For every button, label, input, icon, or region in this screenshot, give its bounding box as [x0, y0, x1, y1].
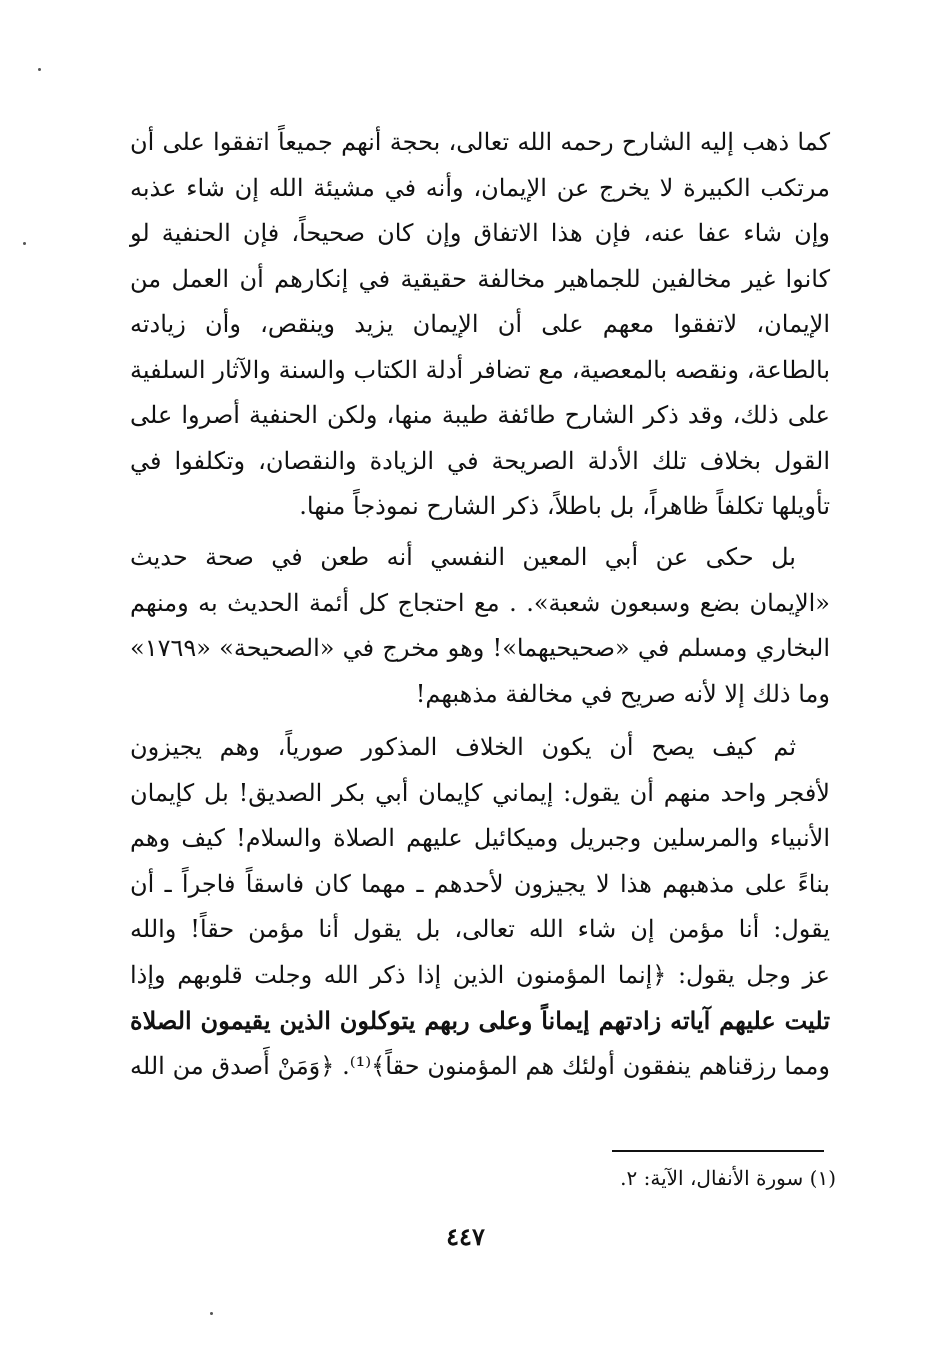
quran-verse-line: تليت عليهم آياته زادتهم إيماناً وعلى ربهم يتوكلون الذين يقيمون الصلاة: [130, 1006, 830, 1035]
footnote: (١) سورة الأنفال، الآية: ٢.: [620, 1166, 836, 1190]
text-line: على ذلك، وقد ذكر الشارح طائفة طيبة منها، ولكن الحنفية أصروا على: [130, 401, 830, 429]
text-line: القول بخلاف تلك الأدلة الصريحة في الزيادة والنقصان، وتكلفوا في: [130, 446, 830, 475]
paragraph-2: [130, 535, 830, 717]
text-line: ومما رزقناهم ينفقون أولئك هم المؤمنون حقاً﴾⁽¹⁾. ﴿وَمَنْ أَصدق من الله: [130, 1051, 831, 1080]
footnote-divider: [612, 1150, 824, 1152]
text-line: تأويلها تكلفاً ظاهراً، بل باطلاً، ذكر الشارح نموذجاً منها.: [299, 492, 830, 520]
paragraph-3: [130, 725, 830, 1089]
text-line: البخاري ومسلم في «صحيحيهما»! وهو مخرج في «الصحيحة» «١٧٦٩»: [130, 634, 830, 662]
text-line: كانوا غير مخالفين للجماهير مخالفة حقيقية في إنكارهم أن العمل من: [130, 264, 830, 293]
text-line: ثم كيف يصح أن يكون الخلاف المذكور صورياً، وهم يجيزون: [130, 733, 796, 761]
scan-speck: [23, 242, 26, 245]
scan-speck: [210, 1312, 213, 1315]
text-line: بناءً على مذهبهم هذا لا يجيزون لأحدهم ـ مهما كان فاسقاً فاجراً ـ أن: [130, 869, 830, 898]
text-line: لأفجر واحد منهم أن يقول: إيماني كإيمان أبي بكر الصديق! بل كإيمان: [130, 778, 830, 807]
text-line: الإيمان، لاتفقوا معهم على أن الإيمان يزيد وينقص، وأن زيادته: [130, 310, 830, 338]
paragraph-1: [130, 120, 830, 530]
page-number: ٤٤٧: [446, 1222, 485, 1251]
text-line: مرتكب الكبيرة لا يخرج عن الإيمان، وأنه في مشيئة الله إن شاء عذبه: [130, 173, 830, 202]
text-line: بالطاعة، ونقصه بالمعصية، مع تضافر أدلة الكتاب والسنة والآثار السلفية: [130, 355, 830, 384]
scan-speck: [38, 68, 41, 71]
text-line: وإن شاء عفا عنه، فإن هذا الاتفاق وإن كان صحيحاً، فإن الحنفية لو: [130, 219, 830, 247]
text-line: كما ذهب إليه الشارح رحمه الله تعالى، بحجة أنهم جميعاً اتفقوا على أن: [130, 128, 830, 156]
text-line: وما ذلك إلا لأنه صريح في مخالفة مذهبهم!: [415, 679, 830, 708]
text-line: الأنبياء والمرسلين وجبريل وميكائيل عليهم الصلاة والسلام! كيف وهم: [130, 824, 830, 852]
text-line: «الإيمان بضع وسبعون شعبة». . مع احتجاج كل أئمة الحديث به ومنهم: [130, 588, 830, 617]
text-line: عز وجل يقول: ﴿إنما المؤمنون الذين إذا ذكر الله وجلت قلوبهم وإذا: [130, 960, 831, 989]
text-line: بل حكى عن أبي المعين النفسي أنه طعن في صحة حديث: [130, 543, 796, 571]
text-line: يقول: أنا مؤمن إن شاء الله تعالى، بل يقول أنا مؤمن حقاً! والله: [130, 915, 830, 943]
